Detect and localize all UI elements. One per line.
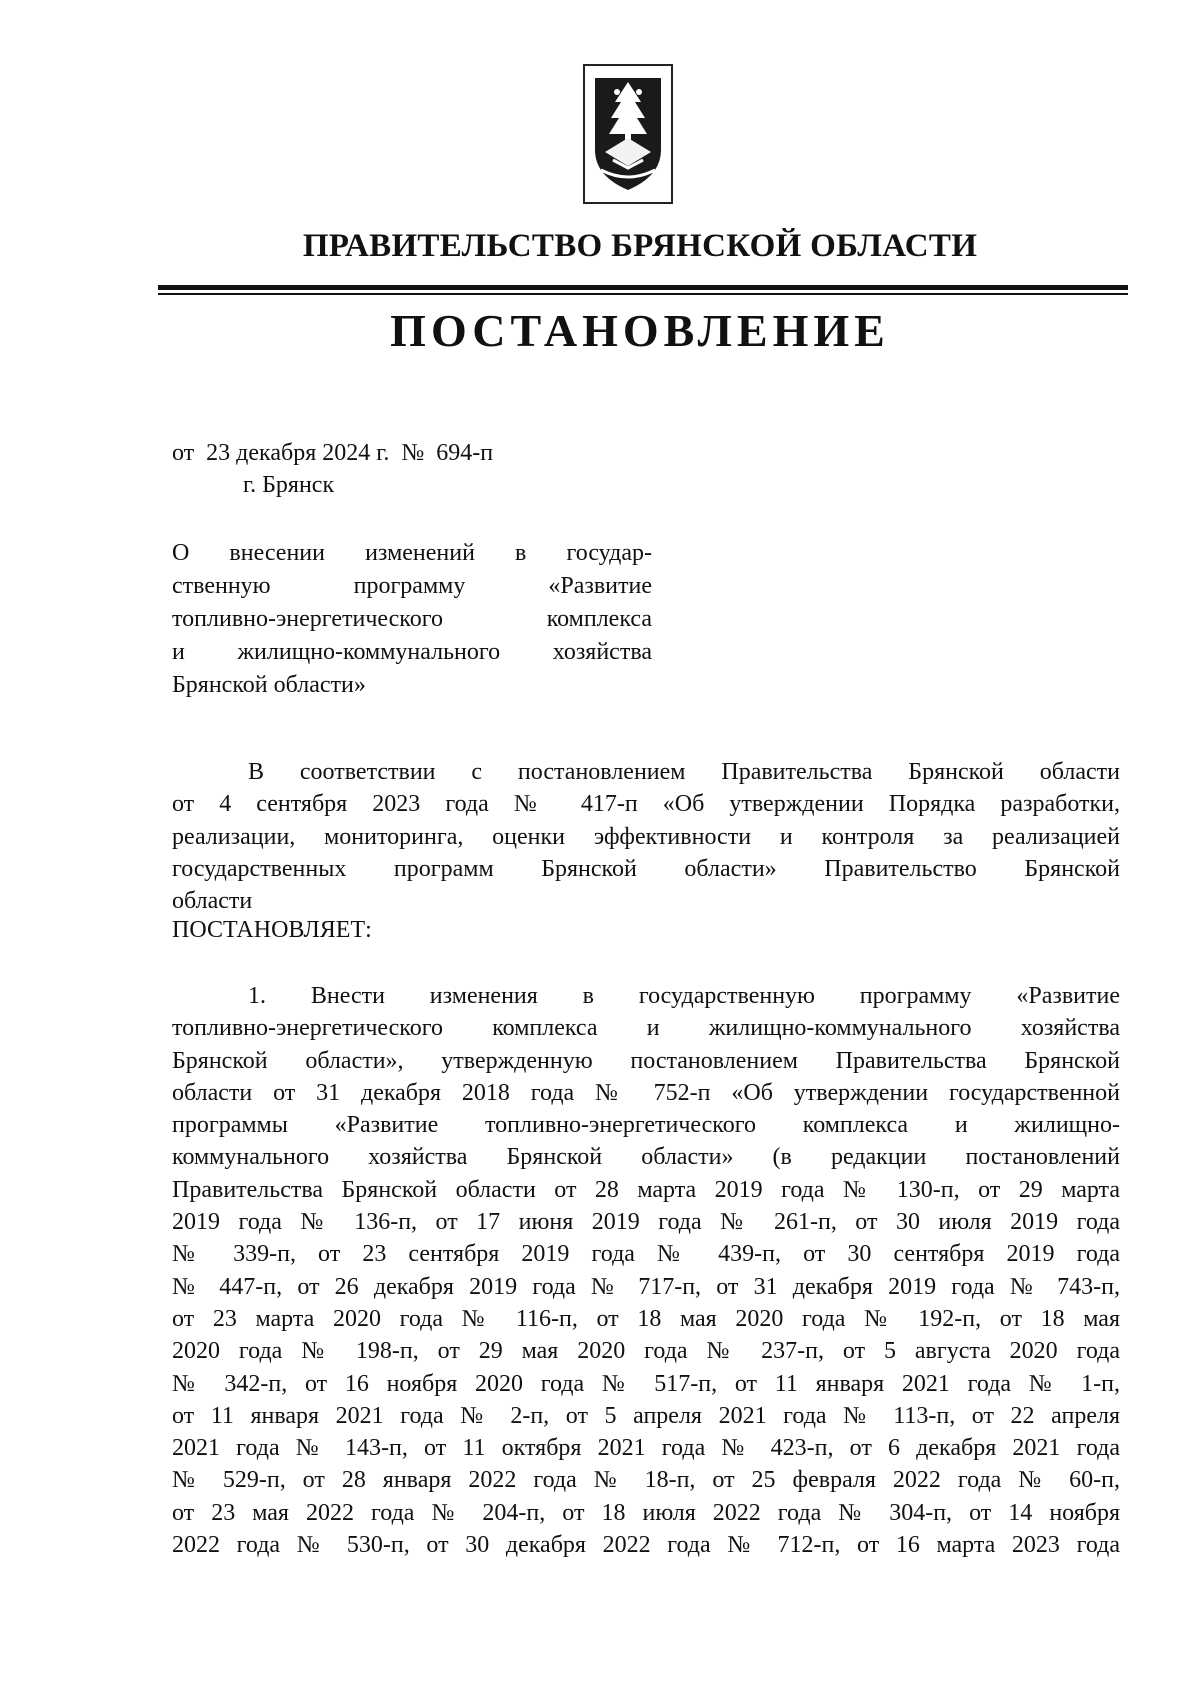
preamble-paragraph bbox=[172, 756, 1120, 917]
item1-line: Правительства Брянской области от 28 марта 2019 года № 130-п, от 29 марта bbox=[172, 1176, 1120, 1203]
document-city: г. Брянск bbox=[243, 472, 335, 498]
item1-line: 2021 года № 143-п, от 11 октября 2021 года № 423-п, от 6 декабря 2021 года bbox=[172, 1435, 1120, 1462]
item1-line: 1. Внести изменения в государственную программу «Развитие bbox=[248, 983, 1120, 1009]
item1-line: от 23 марта 2020 года № 116-п, от 18 мая 2020 года № 192-п, от 18 мая bbox=[172, 1305, 1120, 1332]
decree-line: ПОСТАНОВЛЯЕТ: bbox=[172, 917, 372, 943]
document-date-number: от 23 декабря 2024 г. № 694-п bbox=[172, 440, 494, 466]
subject-line: ственную программу «Развитие bbox=[172, 573, 652, 599]
preamble-line: от 4 сентября 2023 года № 417-п «Об утверждении Порядка разработки, bbox=[172, 791, 1120, 818]
subject-line: топливно-энергетического комплекса bbox=[172, 606, 652, 632]
item1-line: № 529-п, от 28 января 2022 года № 18-п, от 25 февраля 2022 года № 60-п, bbox=[172, 1467, 1120, 1494]
coat-of-arms bbox=[583, 64, 673, 204]
preamble-line: государственных программ Брянской области» Правительство Брянской bbox=[172, 855, 1120, 882]
header-rule-thin bbox=[158, 293, 1128, 295]
item1-line: топливно-энергетического комплекса и жилищно-коммунального хозяйства bbox=[172, 1015, 1120, 1042]
subject-line: О внесении изменений в государ- bbox=[172, 540, 652, 566]
preamble-line: реализации, мониторинга, оценки эффективности и контроля за реализацией bbox=[172, 823, 1120, 850]
item1-line: от 23 мая 2022 года № 204-п, от 18 июля 2022 года № 304-п, от 14 ноября bbox=[172, 1499, 1120, 1526]
decree-word bbox=[172, 914, 1120, 946]
item1-line: области от 31 декабря 2018 года № 752-п «Об утверждении государственной bbox=[172, 1079, 1120, 1106]
item1-line: программы «Развитие топливно-энергетического комплекса и жилищно- bbox=[172, 1112, 1120, 1139]
item1-line: Брянской области», утвержденную постановлением Правительства Брянской bbox=[172, 1047, 1120, 1074]
preamble-line: области bbox=[172, 888, 253, 915]
item1-line: коммунального хозяйства Брянской области» (в редакции постановлений bbox=[172, 1144, 1120, 1171]
item-1-paragraph bbox=[172, 980, 1120, 1561]
subject-line: Брянской области» bbox=[172, 672, 366, 698]
subject-line: и жилищно-коммунального хозяйства bbox=[172, 639, 652, 665]
preamble-line: В соответствии с постановлением Правительства Брянской области bbox=[248, 759, 1120, 785]
organization-title: ПРАВИТЕЛЬСТВО БРЯНСКОЙ ОБЛАСТИ bbox=[302, 228, 978, 264]
document-subject bbox=[172, 537, 652, 702]
item1-line: № 339-п, от 23 сентября 2019 года № 439-п, от 30 сентября 2019 года bbox=[172, 1241, 1120, 1268]
item1-line: 2022 года № 530-п, от 30 декабря 2022 года № 712-п, от 16 марта 2023 года bbox=[172, 1532, 1120, 1559]
header-rule-thick bbox=[158, 285, 1128, 290]
item1-line: от 11 января 2021 года № 2-п, от 5 апреля 2021 года № 113-п, от 22 апреля bbox=[172, 1402, 1120, 1429]
document-type-title: ПОСТАНОВЛЕНИЕ bbox=[390, 305, 890, 356]
bryansk-region-coat-of-arms-icon bbox=[591, 72, 665, 196]
item1-line: № 447-п, от 26 декабря 2019 года № 717-п, от 31 декабря 2019 года № 743-п, bbox=[172, 1273, 1120, 1300]
item1-line: 2020 года № 198-п, от 29 мая 2020 года № 237-п, от 5 августа 2020 года bbox=[172, 1338, 1120, 1365]
item1-line: 2019 года № 136-п, от 17 июня 2019 года № 261-п, от 30 июля 2019 года bbox=[172, 1209, 1120, 1236]
item1-line: № 342-п, от 16 ноября 2020 года № 517-п, от 11 января 2021 года № 1-п, bbox=[172, 1370, 1120, 1397]
